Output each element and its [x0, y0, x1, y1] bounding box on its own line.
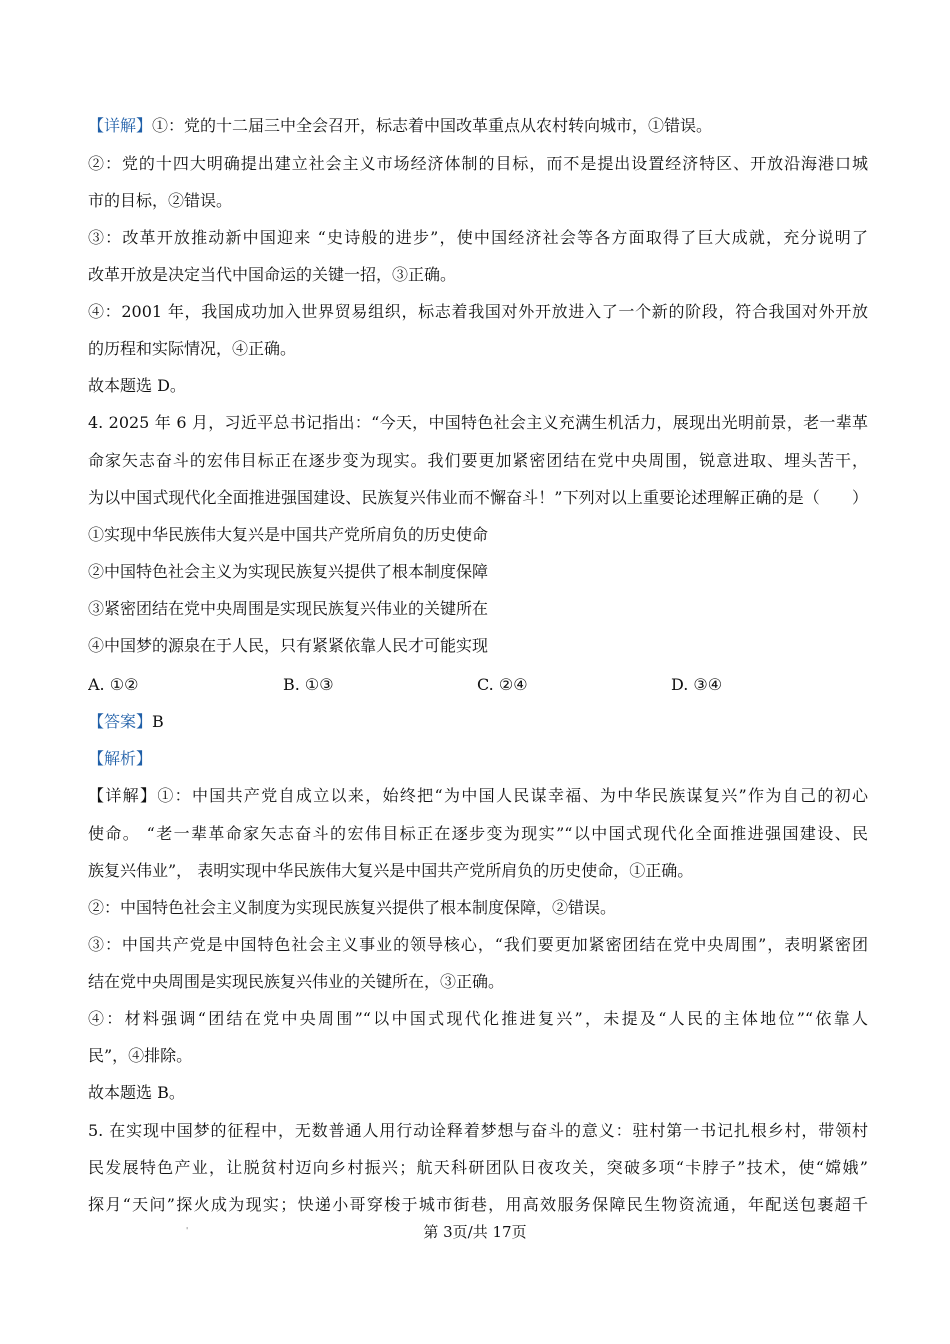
detail-tag: 【详解】 [88, 786, 158, 805]
answer-tag: 【答案】 [88, 712, 153, 731]
q4-item-4: ④中国梦的源泉在于人民，只有紧紧依靠人民才可能实现 [88, 636, 489, 655]
q4-stem-line-1: 4. 2025 年 6 月，习近平总书记指出：“今天，中国特色社会主义充满生机活力，展现出光明前景，老一辈革 [88, 413, 868, 432]
q4-detail-line-8: 民”，④排除。 [88, 1046, 193, 1065]
q4-option-b: B. ①③ [283, 675, 334, 694]
q5-stem-line-3: 探月“天问”探火成为现实；快递小哥穿梭于城市街巷，用高效服务保障民生物资流通，年配送包裹超千 [88, 1195, 868, 1214]
q4-detail-line-1: 【详解】①：中国共产党自成立以来，始终把“为中国人民谋幸福、为中华民族谋复兴”作为自己的初心 [88, 786, 868, 805]
q4-detail-line-7: ④：材料强调“团结在党中央周围”“以中国式现代化推进复兴”，未提及“人民的主体地位”“依靠人 [88, 1009, 868, 1028]
q5-stem-line-1: 5. 在实现中国梦的征程中，无数普通人用行动诠释着梦想与奋斗的意义：驻村第一书记扎根乡村，带领村 [88, 1121, 868, 1140]
q3-detail-line-1: 【详解】①：党的十二届三中全会召开，标志着中国改革重点从农村转向城市，①错误。 [88, 116, 713, 135]
q3-detail-line-6: ④：2001 年，我国成功加入世界贸易组织，标志着我国对外开放进入了一个新的阶段，符合我国对外开放 [88, 302, 868, 321]
q4-detail-line-3: 族复兴伟业”， 表明实现中华民族伟大复兴是中国共产党所肩负的历史使命，①正确。 [88, 861, 694, 880]
footer-mark: ' [186, 1226, 189, 1235]
q4-option-d: D. ③④ [671, 675, 723, 694]
q3-conclusion: 故本题选 D。 [88, 376, 186, 395]
q4-conclusion: 故本题选 B。 [88, 1083, 185, 1102]
q4-item-1: ①实现中华民族伟大复兴是中国共产党所肩负的历史使命 [88, 525, 489, 544]
page-number: 第 3页/共 17页 [423, 1223, 527, 1241]
q3-detail-line-2: ②：党的十四大明确提出建立社会主义市场经济体制的目标，而不是提出设置经济特区、开放沿海港口城 [88, 154, 868, 173]
q4-answer [88, 711, 868, 733]
q4-item-2: ②中国特色社会主义为实现民族复兴提供了根本制度保障 [88, 562, 489, 581]
q4-item-3: ③紧密团结在党中央周围是实现民族复兴伟业的关键所在 [88, 599, 489, 618]
q4-option-c: C. ②④ [477, 675, 528, 694]
q4-detail-line-5: ③：中国共产党是中国特色社会主义事业的领导核心，“我们要更加紧密团结在党中央周围”，表明紧密团 [88, 935, 868, 954]
q4-analysis-tag: 【解析】 [88, 749, 153, 768]
q5-stem-line-2: 民发展特色产业，让脱贫村迈向乡村振兴；航天科研团队日夜攻关，突破多项“卡脖子”技术，使“嫦娥” [88, 1158, 868, 1177]
q3-detail-line-5: 改革开放是决定当代中国命运的关键一招，③正确。 [88, 265, 457, 284]
q3-detail-line-7: 的历程和实际情况，④正确。 [88, 339, 297, 358]
q4-stem-line-3: 为以中国式现代化全面推进强国建设、民族复兴伟业而不懈奋斗！”下列对以上重要论述理解正确的是（ ） [88, 488, 868, 507]
q4-stem-line-2: 命家矢志奋斗的宏伟目标正在逐步变为现实。我们要更加紧密团结在党中央周围，锐意进取、埋头苦干， [88, 451, 868, 470]
q4-detail-line-4: ②：中国特色社会主义制度为实现民族复兴提供了根本制度保障，②错误。 [88, 898, 617, 917]
q4-detail-line-6: 结在党中央周围是实现民族复兴伟业的关键所在，③正确。 [88, 972, 505, 991]
q3-detail-line-3: 市的目标，②错误。 [88, 191, 233, 210]
q3-detail-line-4: ③：改革开放推动新中国迎来 “史诗般的进步”，使中国经济社会等各方面取得了巨大成就，充分说明了 [88, 228, 868, 247]
q4-option-a: A. ①② [88, 675, 139, 694]
q4-detail-line-2: 使命。 “老一辈革命家矢志奋斗的宏伟目标正在逐步变为现实”“以中国式现代化全面推进强国建设、民 [88, 824, 868, 843]
detail-tag: 【详解】 [88, 116, 153, 135]
answer-value: B [152, 712, 164, 731]
q4-options [88, 674, 868, 696]
